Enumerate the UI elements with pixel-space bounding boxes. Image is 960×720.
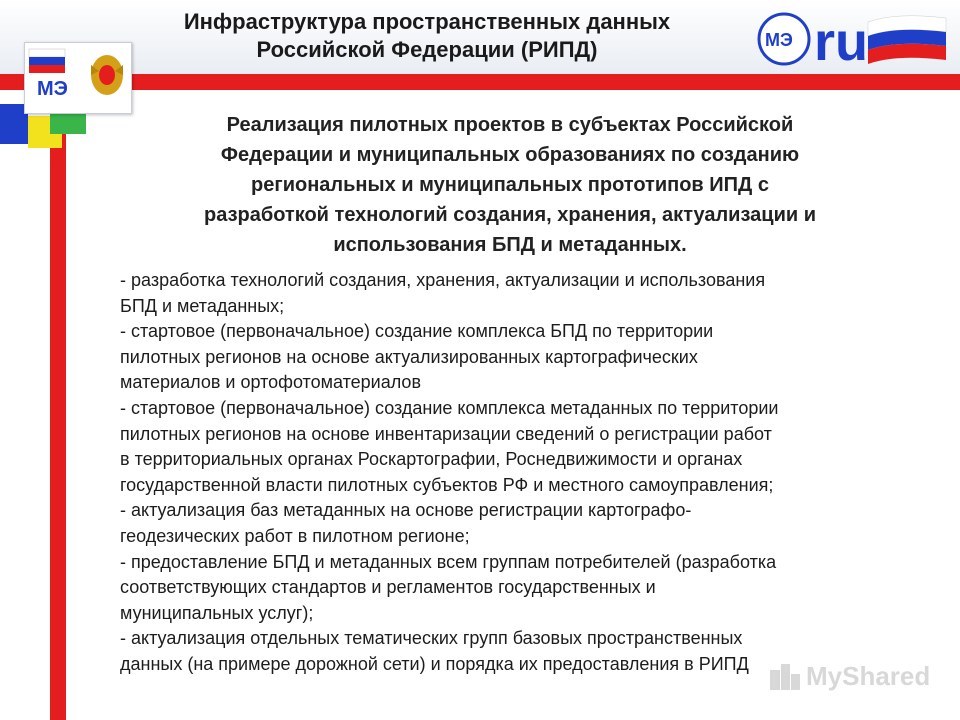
- body-line: геодезических работ в пилотном регионе;: [120, 525, 470, 546]
- body-line: пилотных регионов на основе инвентаризации сведений о регистрации работ: [120, 423, 772, 444]
- body-line: соответствующих стандартов и регламентов государственных и: [120, 577, 656, 598]
- body-line: - разработка технологий создания, хранения, актуализации и использования: [120, 270, 766, 290]
- title-line-2: Российской Федерации (РИПД): [256, 37, 598, 62]
- ru-flag-logo-icon: [756, 8, 950, 70]
- title-line-1: Инфраструктура пространственных данных: [183, 9, 671, 34]
- red-vertical-bar: [50, 74, 66, 720]
- heading-line: разработкой технологий создания, хранения, актуализации и: [203, 204, 817, 226]
- body-line: - стартовое (первоначальное) создание комплекса БПД по территории: [120, 321, 714, 342]
- logo-text: МЭ: [37, 78, 68, 100]
- slides-icon: [768, 660, 802, 692]
- page-title: [112, 8, 742, 64]
- ministry-ru-logo: [756, 8, 950, 70]
- body-line: - актуализация баз метаданных на основе регистрации картографо-: [120, 500, 692, 521]
- body-line: в территориальных органах Роскартографии, Роснедвижимости и органах: [120, 449, 743, 470]
- heading-line: Реализация пилотных проектов в субъектах Российской: [226, 114, 794, 136]
- body-line: муниципальных услуг);: [120, 602, 314, 623]
- flag-emblem-icon: [25, 43, 131, 113]
- body-line: БПД и метаданных;: [120, 295, 285, 316]
- main-heading: [150, 110, 870, 260]
- body-line: государственной власти пилотных субъектов РФ и местного самоуправления;: [120, 474, 774, 495]
- body-line: материалов и ортофотоматериалов: [120, 372, 422, 393]
- heading-line: Федерации и муниципальных образованиях по созданию: [220, 144, 800, 166]
- body-line: пилотных регионов на основе актуализированных картографических: [120, 346, 698, 367]
- body-line: - актуализация отдельных тематических групп базовых пространственных: [120, 628, 743, 649]
- watermark: [768, 660, 931, 694]
- ru-domain-text: ru: [814, 12, 868, 70]
- heading-line: региональных и муниципальных прототипов ИПД с: [251, 174, 769, 196]
- body-line: данных (на примере дорожной сети) и порядка их предоставления в РИПД: [120, 653, 749, 674]
- heading-line: использования БПД и метаданных.: [333, 234, 687, 256]
- ministry-logo: [24, 42, 132, 114]
- watermark-text: MyShared: [806, 661, 931, 691]
- red-horizontal-bar: [0, 74, 960, 90]
- body-line: - стартовое (первоначальное) создание комплекса метаданных по территории: [120, 397, 779, 418]
- body-line: - предоставление БПД и метаданных всем группам потребителей (разработка: [120, 551, 777, 572]
- ru-logo-text: МЭ: [765, 30, 793, 50]
- body-text: [120, 268, 920, 678]
